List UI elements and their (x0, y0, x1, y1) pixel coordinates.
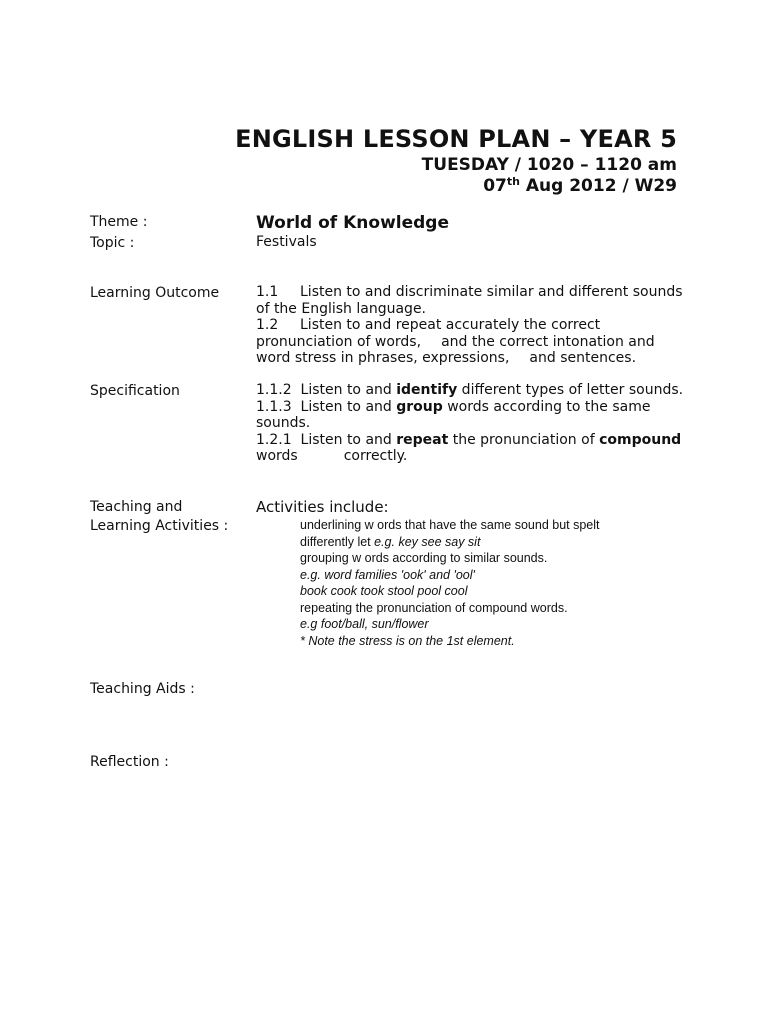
page-title: ENGLISH LESSON PLAN – YEAR 5 (235, 125, 677, 153)
theme-label: Theme : (90, 214, 148, 230)
outcome-item: 1.1 Listen to and discriminate similar and different sounds of the English language. (256, 284, 683, 317)
specification-content (256, 382, 686, 465)
activities-content (256, 498, 686, 649)
specification-label: Specification (90, 383, 180, 399)
list-item: grouping w ords according to similar sounds. e.g. word families 'ook' and 'ool' book cook took stool pool cool (300, 551, 548, 598)
reflection-label: Reflection : (90, 754, 169, 770)
spec-item: 1.1.3 Listen to and group words according to the same sounds. (256, 398, 651, 431)
spec-item: 1.1.2 Listen to and identify different types of letter sounds. (256, 382, 684, 398)
theme-value: World of Knowledge (256, 213, 450, 233)
document-header (235, 123, 677, 197)
lesson-time: TUESDAY / 1020 – 1120 am (421, 155, 677, 175)
activities-list (256, 517, 686, 649)
list-item: underlining w ords that have the same sound but spelt differently let e.g. key see say sit (300, 518, 600, 549)
topic-label: Topic : (90, 235, 135, 251)
spec-item: 1.2.1 Listen to and repeat the pronunciation of compound words correctly. (256, 431, 682, 464)
learning-outcome-content (256, 284, 686, 367)
list-item: repeating the pronunciation of compound words. e.g foot/ball, sun/flower * Note the stress is on the 1st element. (300, 600, 568, 648)
topic-value: Festivals (256, 234, 317, 250)
learning-outcome-label: Learning Outcome (90, 285, 220, 301)
lesson-date: 07th Aug 2012 / W29 (483, 175, 677, 196)
teaching-aids-label: Teaching Aids : (90, 681, 195, 697)
outcome-item: 1.2 Listen to and repeat accurately the correct pronunciation of words, and the correct intonation and word stress in phrases, expressions, and sentences. (256, 317, 655, 366)
activities-label: Teaching and Learning Activities : (90, 499, 229, 534)
activities-heading: Activities include: (256, 498, 389, 516)
